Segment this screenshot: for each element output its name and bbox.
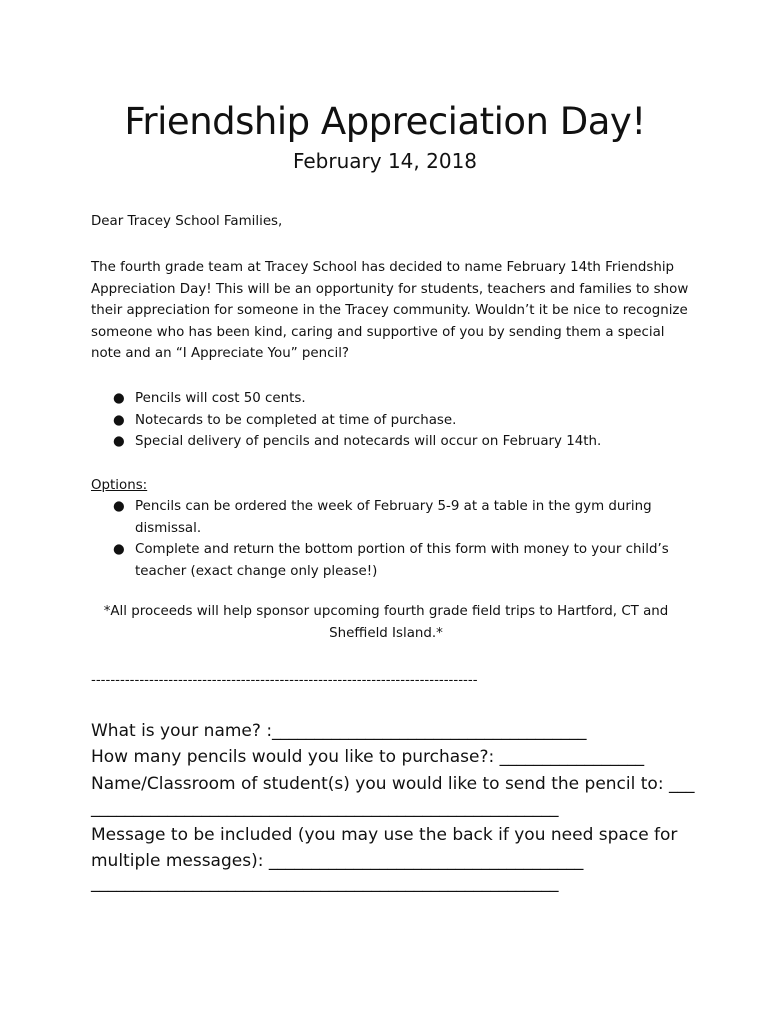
list-item — [91, 431, 691, 453]
pencil-count-field-line[interactable]: How many pencils would you like to purchase?: _________________ — [91, 747, 645, 767]
list-item-text: Special delivery of pencils and notecards will occur on February 14th. — [135, 434, 602, 449]
cut-line-divider: -------------------------------------------------------------------------------- — [91, 673, 478, 688]
message-field-line[interactable]: multiple messages): _____________________________________ — [91, 851, 584, 871]
list-item-text: Pencils can be ordered the week of February 5-9 at a table in the gym during dismissal. — [135, 499, 652, 536]
bullet-dot-icon: ● — [113, 434, 125, 449]
message-field-continuation[interactable]: _______________________________________________________ — [91, 873, 559, 893]
list-item — [91, 496, 691, 539]
list-item-text: Notecards to be completed at time of purchase. — [135, 412, 457, 428]
list-item — [91, 539, 691, 582]
bullet-dot-icon: ● — [113, 412, 125, 428]
event-date: February 14, 2018 — [292, 149, 478, 173]
salutation: Dear Tracey School Families, — [91, 214, 283, 229]
page-title: Friendship Appreciation Day! — [124, 100, 646, 143]
proceeds-note: *All proceeds will help sponsor upcoming fourth grade field trips to Hartford, CT and Sheffield Island.* — [103, 604, 669, 641]
name-field-line[interactable]: What is your name? :_____________________________________ — [91, 721, 587, 741]
recipient-field-continuation[interactable]: _______________________________________________________ — [91, 798, 559, 818]
list-item — [91, 388, 691, 410]
options-heading: Options: — [91, 478, 148, 493]
details-list — [91, 388, 691, 453]
list-item-text: Complete and return the bottom portion of this form with money to your child’s teacher (exact change only please!) — [135, 542, 669, 579]
list-item — [91, 410, 691, 432]
recipient-field-line[interactable]: Name/Classroom of student(s) you would like to send the pencil to: ___ — [91, 774, 695, 794]
intro-paragraph: The fourth grade team at Tracey School has decided to name February 14th Friendship Appreciation Day! This will be an opportunity for students, teachers and families to show their appreciation for someone in the Tracey community. Wouldn’t it be nice to recognize someone who has been kind, caring and supportive of you by sending them a special note and an “I Appreciate You” pencil? — [91, 260, 689, 361]
bullet-dot-icon: ● — [113, 542, 125, 557]
options-list — [91, 496, 691, 582]
bullet-dot-icon: ● — [113, 391, 125, 406]
list-item-text: Pencils will cost 50 cents. — [135, 391, 306, 406]
bullet-dot-icon: ● — [113, 499, 125, 514]
message-field-label: Message to be included (you may use the back if you need space for — [91, 825, 678, 845]
